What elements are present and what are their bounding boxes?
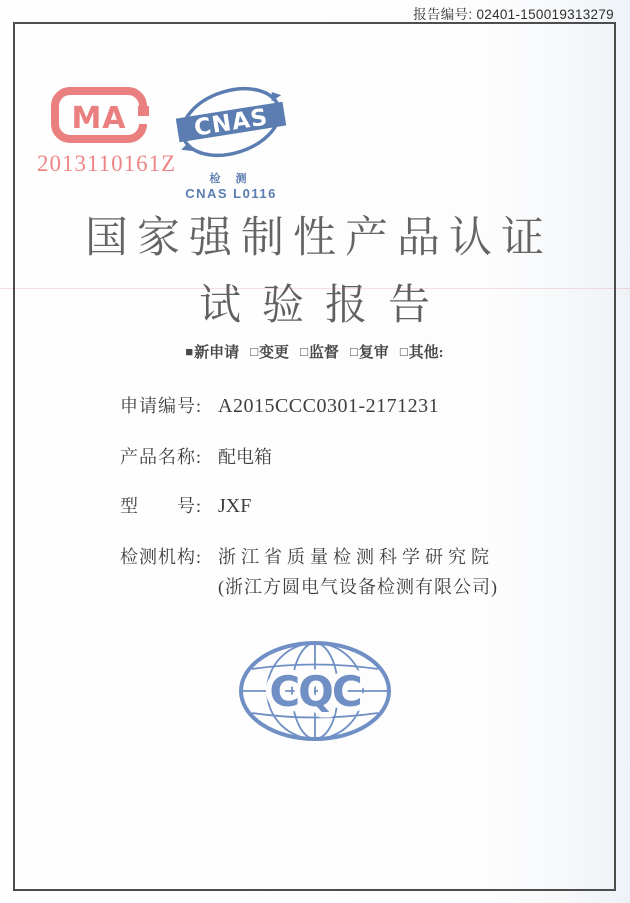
cnas-logo-icon xyxy=(175,82,287,164)
option-change: □变更 xyxy=(250,344,290,361)
field-product-name xyxy=(120,443,272,469)
field-label: 检测机构: xyxy=(120,547,203,567)
cnas-accreditation-number: CNAS L0116 xyxy=(185,186,277,201)
field-value: 配电箱 xyxy=(218,447,273,467)
checkbox-checked-icon: ■ xyxy=(185,344,194,359)
cnas-letters: CNAS xyxy=(192,104,270,142)
checkbox-empty-icon: □ xyxy=(300,344,308,359)
document-title-line2: 试验报告 xyxy=(198,283,451,329)
cqc-mark xyxy=(237,640,393,747)
report-number xyxy=(413,3,614,23)
field-value: A2015CCC0301-2171231 xyxy=(218,395,440,417)
option-other: □其他: xyxy=(399,344,444,361)
field-label: 产品名称: xyxy=(120,447,203,467)
checkbox-empty-icon: □ xyxy=(349,344,358,359)
report-number-value: 02401-150019313279 xyxy=(476,7,614,22)
option-review: □复审 xyxy=(349,344,389,361)
cma-logo-icon xyxy=(50,86,154,144)
cma-mark xyxy=(37,86,177,177)
field-value: JXF xyxy=(218,495,252,517)
document-title-line1: 国家强制性产品认证 xyxy=(85,215,553,262)
cma-certificate-code: 2013110161Z xyxy=(37,151,177,176)
application-type-row xyxy=(15,341,614,362)
checkbox-empty-icon: □ xyxy=(399,344,408,359)
field-application-number xyxy=(120,392,439,418)
cnas-mark xyxy=(173,82,289,201)
cqc-logo-icon xyxy=(237,640,393,742)
field-testing-institution xyxy=(120,543,494,569)
cma-letters: MA xyxy=(71,101,127,136)
field-label: 型 号: xyxy=(120,496,203,516)
option-new-application: ■新申请 xyxy=(185,344,240,361)
field-value: 浙江省质量检测科学研究院 xyxy=(218,547,495,567)
report-number-label: 报告编号: xyxy=(413,7,473,22)
field-label: 申请编号: xyxy=(120,396,203,416)
cnas-caption: 检 测 xyxy=(209,173,253,185)
field-testing-institution-line2: (浙江方圆电气设备检测有限公司) xyxy=(218,577,498,597)
option-supervision: □监督 xyxy=(300,344,339,361)
field-model xyxy=(120,492,251,518)
checkbox-empty-icon: □ xyxy=(250,344,259,359)
page-border-frame xyxy=(13,22,616,891)
cqc-letters: CQC xyxy=(268,667,361,716)
